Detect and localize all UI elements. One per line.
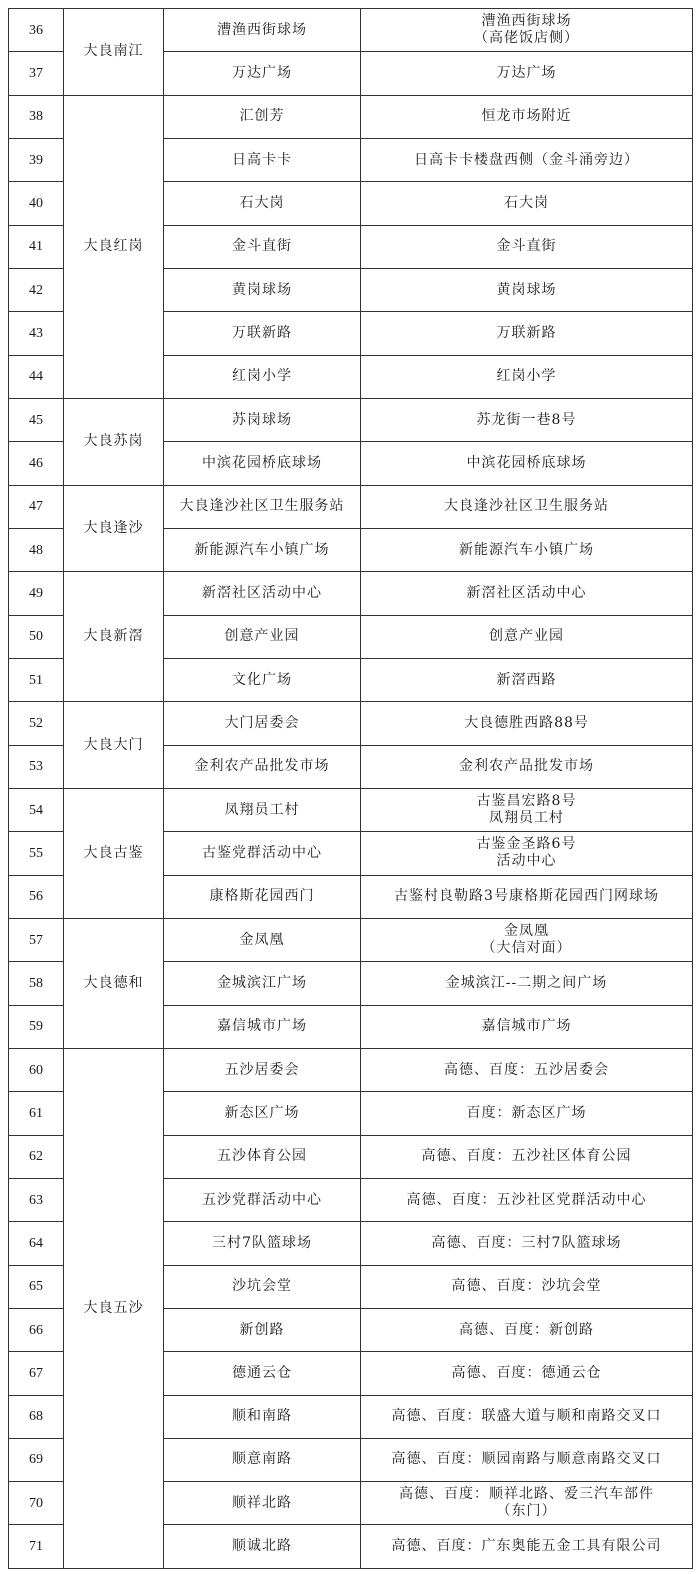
row-number: 63 (9, 1178, 64, 1221)
address-line: 恒龙市场附近 (481, 108, 572, 125)
address-line: 中滨花园桥底球场 (466, 454, 587, 471)
address-line: 黄岗球场 (496, 281, 557, 298)
table-row (9, 788, 693, 831)
address-line: 古鉴昌宏路8号 (476, 793, 577, 810)
community-name: 大良南江 (64, 9, 164, 96)
address-line: 金凤凰 (504, 923, 549, 940)
site-name: 红岗小学 (164, 355, 361, 398)
community-name: 大良大门 (64, 702, 164, 789)
address-line: 高德、百度：广东奥能五金工具有限公司 (391, 1538, 662, 1555)
community-name: 大良新滘 (64, 572, 164, 702)
site-address (361, 1395, 693, 1438)
row-number: 58 (9, 962, 64, 1005)
address-line: 高德、百度：顺园南路与顺意南路交叉口 (391, 1451, 662, 1468)
site-address (361, 1005, 693, 1048)
site-name: 金城滨江广场 (164, 962, 361, 1005)
address-line: 高德、百度：德通云仓 (451, 1364, 602, 1381)
row-number: 42 (9, 268, 64, 311)
community-name: 大良五沙 (64, 1048, 164, 1568)
site-name: 顺诚北路 (164, 1525, 361, 1568)
address-line: 日高卡卡楼盘西侧（金斗涌旁边） (414, 151, 639, 168)
site-address (361, 1308, 693, 1351)
site-address (361, 442, 693, 485)
address-line: 高德、百度：新创路 (459, 1321, 594, 1338)
site-name: 顺祥北路 (164, 1482, 361, 1525)
row-number: 68 (9, 1395, 64, 1438)
site-name: 顺和南路 (164, 1395, 361, 1438)
address-line: 古鉴村良勒路3号康格斯花园西门网球场 (394, 888, 659, 905)
site-name: 顺意南路 (164, 1438, 361, 1481)
row-number: 71 (9, 1525, 64, 1568)
site-address (361, 398, 693, 441)
site-address (361, 702, 693, 745)
table-row (9, 702, 693, 745)
address-line: 凤翔员工村 (489, 810, 564, 827)
site-address (361, 1525, 693, 1568)
row-number: 51 (9, 658, 64, 701)
address-line: 万联新路 (496, 324, 557, 341)
site-address (361, 962, 693, 1005)
row-number: 37 (9, 52, 64, 95)
table-row (9, 9, 693, 52)
address-line: 金利农产品批发市场 (459, 758, 594, 775)
site-address (361, 615, 693, 658)
site-name: 金斗直街 (164, 225, 361, 268)
address-line: （高佬饭店侧） (474, 30, 579, 47)
row-number: 44 (9, 355, 64, 398)
site-name: 古鉴党群活动中心 (164, 832, 361, 875)
table-row (9, 485, 693, 528)
site-address (361, 658, 693, 701)
site-address (361, 745, 693, 788)
community-name: 大良逢沙 (64, 485, 164, 572)
address-line: 石大岗 (504, 194, 549, 211)
site-address (361, 485, 693, 528)
site-name: 凤翔员工村 (164, 788, 361, 831)
row-number: 36 (9, 9, 64, 52)
site-name: 嘉信城市广场 (164, 1005, 361, 1048)
row-number: 48 (9, 528, 64, 571)
address-line: 创意产业园 (489, 628, 564, 645)
site-address (361, 1482, 693, 1525)
site-name: 黄岗球场 (164, 268, 361, 311)
site-address (361, 138, 693, 181)
address-line: 新滘社区活动中心 (466, 584, 587, 601)
row-number: 39 (9, 138, 64, 181)
address-line: 高德、百度：沙坑会堂 (451, 1278, 602, 1295)
site-name: 沙坑会堂 (164, 1265, 361, 1308)
address-line: 古鉴金圣路6号 (476, 836, 577, 853)
address-line: 万达广场 (496, 64, 557, 81)
row-number: 60 (9, 1048, 64, 1091)
row-number: 41 (9, 225, 64, 268)
site-name: 康格斯花园西门 (164, 875, 361, 918)
row-number: 69 (9, 1438, 64, 1481)
row-number: 65 (9, 1265, 64, 1308)
row-number: 57 (9, 918, 64, 961)
site-address (361, 355, 693, 398)
site-name: 日高卡卡 (164, 138, 361, 181)
site-address (361, 312, 693, 355)
site-name: 金凤凰 (164, 918, 361, 961)
row-number: 38 (9, 95, 64, 138)
address-line: 大良德胜西路88号 (464, 714, 589, 731)
site-address (361, 225, 693, 268)
site-address (361, 788, 693, 831)
table-row (9, 572, 693, 615)
row-number: 64 (9, 1222, 64, 1265)
row-number: 53 (9, 745, 64, 788)
address-line: 苏龙街一巷8号 (476, 411, 577, 428)
site-name: 新创路 (164, 1308, 361, 1351)
address-line: 高德、百度：顺祥北路、爱三汽车部件 (399, 1486, 654, 1503)
site-name: 中滨花园桥底球场 (164, 442, 361, 485)
site-name: 万联新路 (164, 312, 361, 355)
site-name: 文化广场 (164, 658, 361, 701)
site-address (361, 1352, 693, 1395)
address-line: 高德、百度：五沙居委会 (444, 1061, 609, 1078)
address-line: 嘉信城市广场 (481, 1018, 572, 1035)
row-number: 62 (9, 1135, 64, 1178)
address-line: 新能源汽车小镇广场 (459, 541, 594, 558)
site-address (361, 528, 693, 571)
row-number: 70 (9, 1482, 64, 1525)
address-line: 漕渔西街球场 (481, 13, 572, 30)
row-number: 61 (9, 1092, 64, 1135)
site-address (361, 832, 693, 875)
address-line: 新滘西路 (496, 671, 557, 688)
row-number: 52 (9, 702, 64, 745)
community-name: 大良红岗 (64, 95, 164, 398)
address-line: 高德、百度：五沙社区党群活动中心 (406, 1191, 647, 1208)
site-address (361, 182, 693, 225)
row-number: 56 (9, 875, 64, 918)
site-address (361, 9, 693, 52)
site-address (361, 1178, 693, 1221)
row-number: 67 (9, 1352, 64, 1395)
row-number: 43 (9, 312, 64, 355)
table-row (9, 1048, 693, 1091)
site-name: 苏岗球场 (164, 398, 361, 441)
site-name: 五沙体育公园 (164, 1135, 361, 1178)
address-line: 高德、百度：三村7队篮球场 (431, 1234, 622, 1251)
address-line: （东门） (496, 1503, 557, 1520)
site-address (361, 52, 693, 95)
row-number: 47 (9, 485, 64, 528)
site-name: 石大岗 (164, 182, 361, 225)
site-name: 五沙党群活动中心 (164, 1178, 361, 1221)
table-row (9, 918, 693, 961)
row-number: 40 (9, 182, 64, 225)
site-name: 新态区广场 (164, 1092, 361, 1135)
address-line: 红岗小学 (496, 368, 557, 385)
site-address (361, 268, 693, 311)
site-address (361, 1135, 693, 1178)
address-line: 高德、百度：五沙社区体育公园 (421, 1148, 632, 1165)
site-name: 新能源汽车小镇广场 (164, 528, 361, 571)
site-address (361, 572, 693, 615)
address-line: 百度：新态区广场 (466, 1104, 587, 1121)
site-name: 大良逢沙社区卫生服务站 (164, 485, 361, 528)
site-table-body (9, 9, 693, 1569)
site-address (361, 1438, 693, 1481)
site-address (361, 1048, 693, 1091)
site-table (8, 8, 693, 1569)
site-list-sheet (8, 8, 692, 1568)
site-address (361, 875, 693, 918)
row-number: 59 (9, 1005, 64, 1048)
site-address (361, 95, 693, 138)
row-number: 46 (9, 442, 64, 485)
site-address (361, 1092, 693, 1135)
site-address (361, 918, 693, 961)
table-row (9, 95, 693, 138)
community-name: 大良苏岗 (64, 398, 164, 485)
site-name: 创意产业园 (164, 615, 361, 658)
row-number: 55 (9, 832, 64, 875)
address-line: 金城滨江--二期之间广场 (445, 974, 608, 991)
row-number: 66 (9, 1308, 64, 1351)
site-name: 大门居委会 (164, 702, 361, 745)
address-line: 活动中心 (496, 853, 557, 870)
address-line: 大良逢沙社区卫生服务站 (444, 498, 609, 515)
site-name: 五沙居委会 (164, 1048, 361, 1091)
row-number: 45 (9, 398, 64, 441)
row-number: 49 (9, 572, 64, 615)
table-row (9, 398, 693, 441)
site-name: 漕渔西街球场 (164, 9, 361, 52)
site-address (361, 1265, 693, 1308)
address-line: 金斗直街 (496, 238, 557, 255)
site-name: 汇创芳 (164, 95, 361, 138)
site-name: 万达广场 (164, 52, 361, 95)
row-number: 54 (9, 788, 64, 831)
row-number: 50 (9, 615, 64, 658)
site-name: 德通云仓 (164, 1352, 361, 1395)
site-name: 三村7队篮球场 (164, 1222, 361, 1265)
community-name: 大良德和 (64, 918, 164, 1048)
community-name: 大良古鉴 (64, 788, 164, 918)
address-line: （大信对面） (481, 940, 572, 957)
site-name: 金利农产品批发市场 (164, 745, 361, 788)
address-line: 高德、百度：联盛大道与顺和南路交叉口 (391, 1408, 662, 1425)
site-address (361, 1222, 693, 1265)
site-name: 新滘社区活动中心 (164, 572, 361, 615)
